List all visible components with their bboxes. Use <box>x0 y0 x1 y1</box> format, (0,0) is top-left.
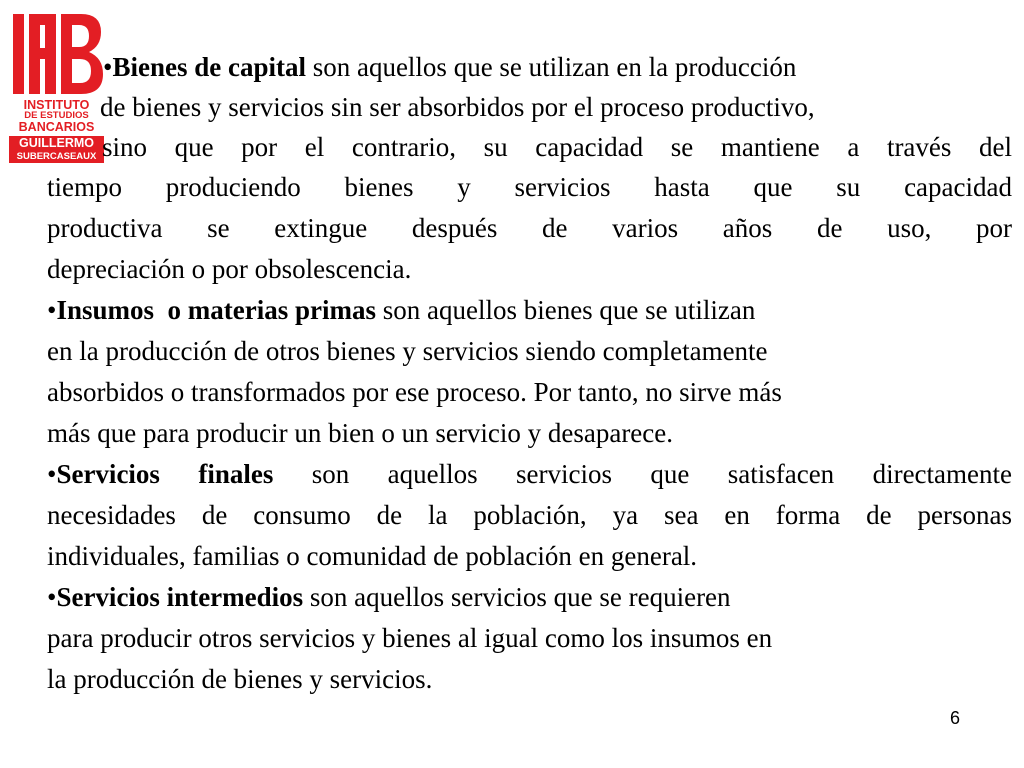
logo-text-guillermo: GUILLERMO <box>9 136 104 151</box>
logo-text-de-estudios: DE ESTUDIOS <box>24 110 89 121</box>
logo-text-subercaseaux: SUBERCASEAUX <box>9 151 104 163</box>
p1-line2: de bienes y servicios sin ser absorbidos por el proceso productivo, <box>100 92 815 122</box>
text: son aquellos servicios que satisfacen directamente <box>273 459 1012 489</box>
term-servicios-intermedios: Servicios intermedios <box>56 582 304 612</box>
p4-line2: para producir otros servicios y bienes al igual como los insumos en <box>47 623 773 653</box>
logo-mark-icon <box>9 10 104 98</box>
p3-line3: individuales, familias o comunidad de población en general. <box>47 541 698 571</box>
term-servicios-finales: Servicios finales <box>56 459 274 489</box>
p1-line1 <box>103 47 796 87</box>
p3-line1 <box>47 454 1012 494</box>
p1-line5: productiva se extingue después de varios años de uso, por <box>47 213 1012 243</box>
text: son aquellos bienes que se utilizan <box>375 295 756 325</box>
p4-line3: la producción de bienes y servicios. <box>47 664 433 694</box>
p1-line6: depreciación o por obsolescencia. <box>47 254 412 284</box>
institute-logo <box>9 10 104 160</box>
p4-line1 <box>47 577 731 617</box>
p2-line4: más que para producir un bien o un servicio y desaparece. <box>47 418 674 448</box>
bullet: • <box>47 295 57 325</box>
p2-line2: en la producción de otros bienes y servicios siendo completamente <box>47 336 768 366</box>
p2-line3: absorbidos o transformados por ese proceso. Por tanto, no sirve más <box>47 377 782 407</box>
term-bienes-de-capital: Bienes de capital <box>112 52 306 82</box>
term-insumos: Insumos o materias primas <box>56 295 376 325</box>
bullet: • <box>103 52 113 82</box>
p1-line4: tiempo produciendo bienes y servicios hasta que su capacidad <box>47 172 1012 202</box>
text: son aquellos que se utilizan en la producción <box>305 52 797 82</box>
p3-line2: necesidades de consumo de la población, ya sea en forma de personas <box>47 500 1012 530</box>
p2-line1 <box>47 290 755 330</box>
text: son aquellos servicios que se requieren <box>303 582 731 612</box>
p1-line3: sino que por el contrario, su capacidad se mantiene a través del <box>102 132 1012 162</box>
logo-text-instituto: INSTITUTO <box>23 98 90 112</box>
bullet: • <box>47 459 57 489</box>
page-number: 6 <box>950 708 961 728</box>
logo-text-bancarios: BANCARIOS <box>18 120 95 134</box>
bullet: • <box>47 582 57 612</box>
